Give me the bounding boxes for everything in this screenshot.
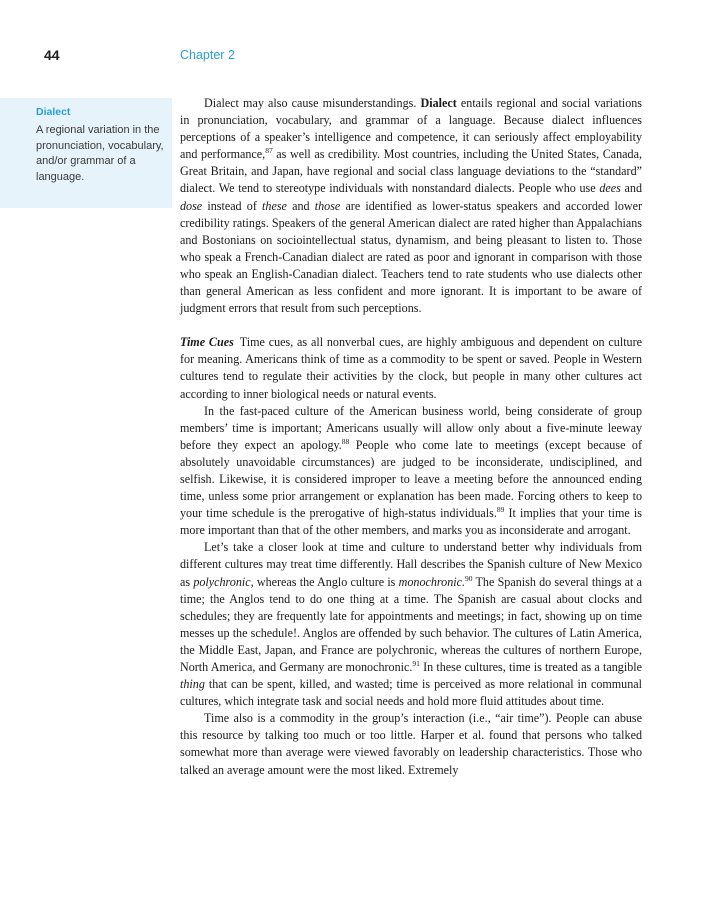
footnote-ref: 89: [496, 505, 505, 515]
section-run-in-head: Time Cues: [180, 335, 234, 350]
text-run: and: [286, 198, 315, 213]
footnote-ref: 91: [412, 658, 420, 668]
paragraph-business-time: [180, 403, 642, 540]
italic-term: those: [314, 198, 341, 213]
text-run: It implies that your time is more important than that of the other members, and marks you as inconsiderate and arrogant.: [180, 506, 643, 538]
paragraph-culture-time: [180, 539, 642, 710]
italic-term: thing: [180, 677, 205, 692]
text-run: Time cues, as all nonverbal cues, are highly ambiguous and dependent on culture for meaning. Americans think of time as a commodity to be spent or saved. People in Western cultures tend to regulate their activities by the clock, but people in many other cultures act according to inner biological needs or natural events.: [180, 335, 642, 401]
italic-term: polychronic,: [193, 574, 254, 589]
key-term-dialect: Dialect: [420, 96, 457, 110]
paragraph-dialect: [180, 95, 642, 317]
footnote-ref: 90: [465, 573, 473, 583]
paragraph-time-cues: [180, 334, 642, 402]
glossary-term: Dialect: [36, 106, 71, 118]
text-run: In the fast-paced culture of the American business world, being considerate of group members’ time is important; Americans usually will allow only about a five-minute leeway before they expect an apology.: [180, 403, 642, 452]
text-run: whereas the Anglo culture is: [253, 574, 399, 589]
text-run: as well as credibility. Most countries, including the United States, Canada, Great Britain, and Japan, have regional and social class language deviations to the “standard” dialect. We tend to stereotype individuals with nonstandard dialects. People who use: [180, 147, 642, 196]
italic-term: dose: [180, 198, 203, 213]
footnote-ref: 88: [341, 436, 350, 446]
chapter-label: Chapter 2: [180, 48, 235, 62]
text-run: People who come late to meetings (except because of absolutely unavoidable circumstances) are judged to be inconsiderate, undisciplined, and selfish. Likewise, it is considered improper to leave a meeting before the announced ending time, unless some prior arrangement or explanation has been made. Forcing others to keep to your time schedule is the prerogative of high-status individuals.: [180, 437, 642, 521]
text-run: and: [620, 181, 642, 196]
text-run: that can be spent, killed, and wasted; time is perceived as more relational in communal cultures, which integrate task and social needs and hold more fluid attitudes about time.: [180, 677, 642, 709]
italic-term: dees: [599, 181, 621, 196]
text-run: instead of: [202, 198, 263, 213]
page-number: 44: [44, 47, 60, 63]
footnote-ref: 87: [265, 146, 273, 156]
text-run: entails regional and social variations in pronunciation, vocabulary, and grammar of a language. Because dialect influences perceptions of a speaker’s intelligence and competence, it can seriously affect employability and performance,: [180, 96, 643, 162]
text-run: Let’s take a closer look at time and culture to understand better why individuals from different cultures may treat time differently. Hall describes the Spanish culture of New Mexico as: [180, 540, 642, 589]
glossary-sidebar: [0, 98, 172, 208]
body-text: [180, 95, 642, 779]
text-run: In these cultures, time is treated as a tangible: [419, 660, 642, 674]
glossary-definition: A regional variation in the pronunciation, vocabulary, and/or grammar of a language.: [36, 124, 164, 183]
text-run: Dialect may also cause misunderstandings.: [204, 96, 421, 110]
italic-term: monochronic.: [398, 574, 466, 589]
italic-term: these: [262, 198, 287, 213]
paragraph-air-time: [180, 710, 642, 778]
text-run: are identified as lower-status speakers and accorded lower credibility ratings. Speakers of the general American dialect are rated higher than Appalachians and Bostonians on sociointellectual status, dynamism, and being pleasant to listen to. Those who speak a French-Canadian dialect are rated as poor and ignorant in comparison with those who speak an English-Canadian dialect. Teachers tend to rate students who use dialects other than general American as less confident and more ignorant. It is important to be aware of judgment errors that result from such perceptions.: [180, 198, 643, 316]
text-run: Time also is a commodity in the group’s interaction (i.e., “air time”). People can abuse this resource by talking too much or too little. Harper et al. found that persons who talked somewhat more than average were viewed favorably on leadership characteristics. Those who talked an average amount were the most liked. Extremely: [180, 711, 642, 777]
text-run: The Spanish do several things at a time; the Anglos tend to do one thing at a time. The Spanish are casual about clocks and schedules; they are frequently late for appointments and meetings; in fact, showing up on time messes up the schedule!. Anglos are offended by such behavior. The cultures of Latin America, the Middle East, Japan, and France are polychronic, whereas the cultures of northern Europe, North America, and Germany are monochronic.: [180, 574, 642, 674]
